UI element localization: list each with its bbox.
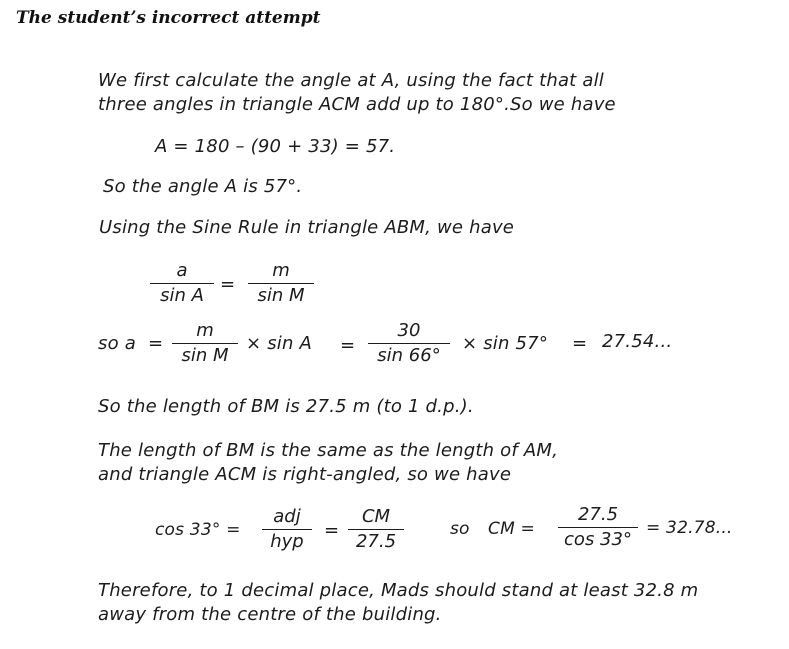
section-heading: The student’s incorrect attempt: [16, 8, 321, 28]
fraction-numerator: a: [176, 260, 188, 281]
sine-rule-intro: Using the Sine Rule in triangle ABM, we have: [99, 217, 515, 238]
fraction-numerator: 27.5: [577, 504, 619, 525]
fraction-numerator: 30: [397, 320, 421, 341]
fraction-m-over-sin-m: [248, 260, 314, 307]
fraction-numerator: adj: [273, 506, 301, 527]
fraction-bar: [150, 283, 214, 284]
equals-sign: =: [340, 335, 356, 356]
cm-equals: CM =: [488, 519, 535, 539]
equals-sign: =: [148, 333, 164, 354]
times-sin-57: × sin 57°: [462, 333, 549, 354]
so-a-label: so a: [98, 333, 136, 354]
cm-result: = 32.78...: [646, 518, 733, 538]
times-sin-a: × sin A: [246, 333, 313, 354]
fraction-denominator: sin M: [181, 345, 229, 366]
fraction-30-over-sin-66: [368, 320, 450, 367]
fraction-a-over-sin-a: [150, 260, 214, 307]
bm-length-line: So the length of BM is 27.5 m (to 1 d.p.).: [98, 396, 474, 417]
paragraph-line: We first calculate the angle at A, using the fact that all: [98, 70, 604, 91]
fraction-denominator: sin A: [160, 285, 204, 306]
fraction-denominator: 27.5: [355, 531, 397, 552]
fraction-denominator: sin 66°: [377, 345, 441, 366]
fraction-cm-over-27-5: [348, 506, 404, 553]
fraction-bar: [368, 343, 450, 344]
fraction-numerator: m: [272, 260, 290, 281]
cos-33-lhs: cos 33° =: [155, 520, 241, 540]
fraction-bar: [558, 527, 638, 528]
equals-sign: =: [572, 333, 588, 354]
fraction-numerator: m: [196, 320, 214, 341]
so-label: so: [450, 519, 470, 539]
equals-sign: =: [220, 274, 236, 295]
fraction-m-over-sin-m: [172, 320, 238, 367]
fraction-denominator: cos 33°: [564, 529, 632, 550]
conclusion-line: away from the centre of the building.: [98, 604, 442, 625]
paragraph-line: The length of BM is the same as the length of AM,: [98, 440, 558, 461]
fraction-adj-over-hyp: [262, 506, 312, 553]
fraction-27-5-over-cos-33: [558, 504, 638, 551]
fraction-bar: [172, 343, 238, 344]
fraction-bar: [348, 529, 404, 530]
angle-result-line: So the angle A is 57°.: [103, 176, 303, 197]
conclusion-line: Therefore, to 1 decimal place, Mads should stand at least 32.8 m: [98, 580, 699, 601]
fraction-numerator: CM: [361, 506, 391, 527]
a-result: 27.54...: [602, 331, 673, 352]
paragraph-line: three angles in triangle ACM add up to 180°.So we have: [98, 94, 616, 115]
fraction-denominator: sin M: [257, 285, 305, 306]
fraction-bar: [262, 529, 312, 530]
fraction-denominator: hyp: [270, 531, 304, 552]
equals-sign: =: [324, 520, 340, 541]
paragraph-line: and triangle ACM is right-angled, so we have: [98, 464, 512, 485]
fraction-bar: [248, 283, 314, 284]
equation-angle-a: A = 180 – (90 + 33) = 57.: [155, 136, 396, 157]
